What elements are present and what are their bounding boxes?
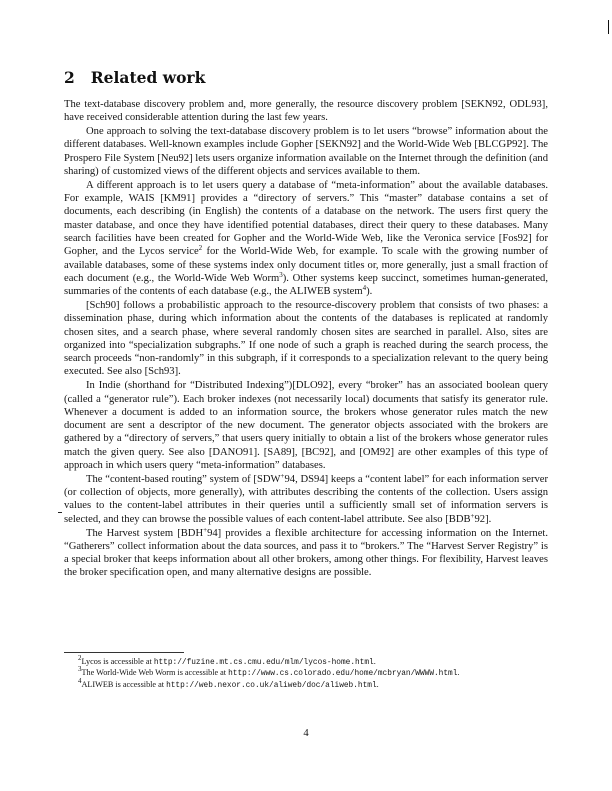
footnote-lycos: $^2$Lycos is accessible at http://fuzine.mt.cs.cmu.edu/mlm/lycos-home.html. xyxy=(78,654,376,667)
paragraph-harvest: The Harvest system [BDH+94] provides a flexible architecture for accessing information on the Internet. “Gatherers” collect information about the data sources, and pass it to “brokers.” The “Harvest Server Registry” is a special broker that keeps information about all other brokers, among other things. For flexibility, Harvest leaves the broker specification open, and many alternative designs are possible. xyxy=(64,525,549,579)
body-text xyxy=(64,98,548,580)
paragraph-sch90: [Sch90] follows a probabilistic approach to the resource-discovery problem that consists of two phases: a dissemination phase, during which information about the contents of the databases is replicated at randomly chosen sites, and a search phase, where several randomly chosen sites are searched in parallel. Also, sites are organized into “specialization subgraphs.” If one node of such a graph is reached during the search process, the search proceeds “non-randomly” in this subgraph, if it corresponds to a specialization relevant to the query being executed. See also [Sch93]. xyxy=(64,299,548,378)
paragraph-browse: One approach to solving the text-database discovery problem is to let users “browse” information about the different databases. Well-known examples include Gopher [SEKN92] and the World-Wide Web [BLCGP92]. The Prospero File System [Neu92] lets users organize information available on the Internet through the definition (and sharing) of customized views of the different objects and services available to them. xyxy=(64,126,548,177)
paragraph-indie: In Indie (shorthand for “Distributed Indexing”)[DLO92], every “broker” has an associated boolean query (called a “generator rule”). Each broker indexes (not necessarily local) documents that satisfy its generator rule. Whenever a document is added to an information source, the brokers whose generator rules match the new document are sent a descriptor of the new document. The generator objects associated with the brokers are gathered by a “directory of servers,” that users query initially to obtain a list of the brokers whose generator rules match the given query. See also [DANO91]. [SA89], [BC92], and [OM92] are other examples of this type of approach in which users query “meta-information” databases. xyxy=(64,380,548,472)
paragraph-meta-information: A different approach is to let users query a database of “meta-information” about the available databases. For example, WAIS [KM91] provides a “directory of servers.” This “master” database contains a set of documents, each describing (in English) the contents of a database on the network. The users first query the master database, and once they have identified potential databases, direct their query to these databases. Many search facilities have been created for Gopher and the World-Wide Web, like the Veronica service [Fos92] for Gopher, and the Lycos service$^2$ for the World-Wide Web, for example. To scale with the growing number of available databases, some of these systems index only document titles or, more generally, just a small fraction of each document (e.g., the World-Wide Web Worm$^3$). Other systems keep succinct, sometimes human-generated, summaries of the contents of each database (e.g., the ALIWEB system$^4$). xyxy=(64,179,548,298)
scan-margin-mark xyxy=(58,512,62,513)
footnotes xyxy=(64,654,548,691)
footnote-rule xyxy=(64,652,184,653)
section-number: 2 xyxy=(64,68,75,87)
footnote-worm: $^3$The World-Wide Web Worm is accessible at http://www.cs.colorado.edu/home/mcbryan/WWWW.html. xyxy=(78,665,460,679)
paragraph-content-routing: The “content-based routing” system of [SDW+94, DS94] keeps a “content label” for each information server (or collection of objects, more generally), with attributes describing the contents of the collection. Users assign values to the content-label attributes in their queries until a sufficiently small set of information servers is selected, and they can browse the possible values of each content-label attribute. See also [BDB+92]. xyxy=(64,471,549,525)
paragraph-intro: The text-database discovery problem and, more generally, the resource discovery problem [SEKN92, ODL93], have received considerable attention during the last few years. xyxy=(64,99,548,124)
footnote-url[interactable]: http://web.nexor.co.uk/aliweb/doc/aliweb.html xyxy=(166,681,377,690)
footnote-ref: 2 xyxy=(198,244,203,253)
section-heading xyxy=(64,68,544,87)
page-number: 4 xyxy=(303,728,309,739)
footnote-url[interactable]: http://fuzine.mt.cs.cmu.edu/mlm/lycos-home.html xyxy=(153,659,374,667)
footnote-ref: 3 xyxy=(279,270,283,279)
section-title: Related work xyxy=(90,68,206,87)
footnote-aliweb: $^4$ALIWEB is accessible at http://web.nexor.co.uk/aliweb/doc/aliweb.html. xyxy=(78,676,379,690)
scan-edge-mark xyxy=(608,20,609,34)
footnote-url[interactable]: http://www.cs.colorado.edu/home/mcbryan/WWWW.html xyxy=(228,670,458,679)
footnote-ref: 4 xyxy=(362,284,367,293)
